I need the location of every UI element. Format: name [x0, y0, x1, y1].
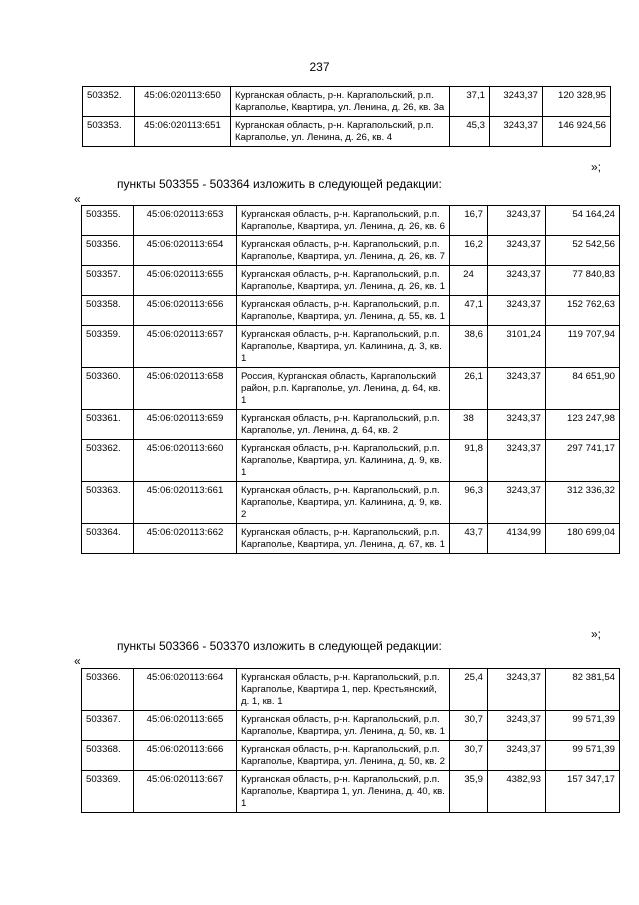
cadastral-value-cell: 54 164,24	[546, 206, 620, 236]
area-cell: 16,7	[450, 206, 488, 236]
price-cell: 3243,37	[488, 206, 546, 236]
address-cell: Курганская область, р-н. Каргапольский, р.п. Каргаполье, Квартира 1, пер. Крестьянский, д. 1, кв. 1	[237, 669, 450, 711]
address-cell: Курганская область, р-н. Каргапольский, р.п. Каргаполье, Квартира, ул. Ленина, д. 50, кв. 1	[237, 711, 450, 741]
price-cell: 4382,93	[488, 771, 546, 813]
cadastral-value-cell: 146 924,56	[543, 117, 611, 147]
area-cell: 30,7	[450, 741, 488, 771]
address-cell: Курганская область, р-н. Каргапольский, р.п. Каргаполье, Квартира, ул. Калинина, д. 9, кв. 1	[237, 440, 450, 482]
page-number: 237	[309, 60, 330, 74]
cadastral-value-cell: 52 542,56	[546, 236, 620, 266]
area-cell: 45,3	[450, 117, 490, 147]
cadastral-value-cell: 99 571,39	[546, 711, 620, 741]
cadastral-value-cell: 297 741,17	[546, 440, 620, 482]
cadastral-number: 45:06:020113:664	[134, 669, 237, 711]
address-cell: Курганская область, р-н. Каргапольский, р.п. Каргаполье, Квартира, ул. Ленина, д. 67, кв. 1	[237, 524, 450, 554]
closing-quote: »;	[590, 627, 601, 641]
row-number: 503360.	[82, 368, 134, 410]
cadastral-number: 45:06:020113:666	[134, 741, 237, 771]
address-cell: Курганская область, р-н. Каргапольский, р.п. Каргаполье, Квартира 1, ул. Ленина, д. 40, кв. 1	[237, 771, 450, 813]
table-row	[82, 410, 620, 440]
row-number: 503369.	[82, 771, 134, 813]
address-cell: Курганская область, р-н. Каргапольский, р.п. Каргаполье, ул. Ленина, д. 64, кв. 2	[237, 410, 450, 440]
row-number: 503353.	[83, 117, 135, 147]
table-row	[82, 711, 620, 741]
price-cell: 3243,37	[488, 741, 546, 771]
area-cell: 38	[450, 410, 488, 440]
cadastral-value-cell: 119 707,94	[546, 326, 620, 368]
address-cell: Курганская область, р-н. Каргапольский, р.п. Каргаполье, Квартира, ул. Ленина, д. 26, кв. 1	[237, 266, 450, 296]
cadastral-value-cell: 157 347,17	[546, 771, 620, 813]
address-cell: Курганская область, р-н. Каргапольский, р.п. Каргаполье, Квартира, ул. Калинина, д. 9, кв. 2	[237, 482, 450, 524]
price-cell: 3243,37	[488, 266, 546, 296]
instruction-text: пункты 503355 - 503364 изложить в следующей редакции:	[117, 177, 442, 191]
address-cell: Курганская область, р-н. Каргапольский, р.п. Каргаполье, Квартира, ул. Ленина, д. 55, кв. 1	[237, 296, 450, 326]
closing-quote: »;	[590, 160, 601, 174]
area-cell: 30,7	[450, 711, 488, 741]
cadastral-number: 45:06:020113:650	[135, 87, 231, 117]
row-number: 503363.	[82, 482, 134, 524]
address-cell: Курганская область, р-н. Каргапольский, р.п. Каргаполье, Квартира, ул. Ленина, д. 26, кв. 3а	[231, 87, 450, 117]
area-cell: 47,1	[450, 296, 488, 326]
cadastral-number: 45:06:020113:654	[134, 236, 237, 266]
area-cell: 38,6	[450, 326, 488, 368]
price-cell: 3243,37	[488, 368, 546, 410]
area-cell: 24	[450, 266, 488, 296]
cadastral-value-cell: 120 328,95	[543, 87, 611, 117]
table-row	[82, 741, 620, 771]
row-number: 503362.	[82, 440, 134, 482]
row-number: 503361.	[82, 410, 134, 440]
opening-quote: «	[74, 192, 81, 206]
table-row	[82, 440, 620, 482]
row-number: 503367.	[82, 711, 134, 741]
area-cell: 26,1	[450, 368, 488, 410]
table-row	[82, 296, 620, 326]
cadastral-number: 45:06:020113:659	[134, 410, 237, 440]
price-cell: 3243,37	[488, 482, 546, 524]
cadastral-number: 45:06:020113:655	[134, 266, 237, 296]
area-cell: 25,4	[450, 669, 488, 711]
cadastral-number: 45:06:020113:658	[134, 368, 237, 410]
table-row	[82, 669, 620, 711]
price-cell: 3243,37	[488, 410, 546, 440]
table-row	[82, 482, 620, 524]
address-cell: Курганская область, р-н. Каргапольский, р.п. Каргаполье, Квартира, ул. Ленина, д. 26, кв. 7	[237, 236, 450, 266]
address-cell: Курганская область, р-н. Каргапольский, р.п. Каргаполье, Квартира, ул. Ленина, д. 50, кв. 2	[237, 741, 450, 771]
cadastral-value-cell: 312 336,32	[546, 482, 620, 524]
row-number: 503357.	[82, 266, 134, 296]
cadastral-number: 45:06:020113:662	[134, 524, 237, 554]
row-number: 503359.	[82, 326, 134, 368]
table-row	[82, 524, 620, 554]
price-cell: 3243,37	[488, 296, 546, 326]
row-number: 503356.	[82, 236, 134, 266]
area-cell: 91,8	[450, 440, 488, 482]
price-cell: 3101,24	[488, 326, 546, 368]
address-cell: Россия, Курганская область, Каргапольский район, р.п. Каргаполье, ул. Ленина, д. 64, кв. 1	[237, 368, 450, 410]
price-cell: 3243,37	[490, 117, 543, 147]
row-number: 503368.	[82, 741, 134, 771]
area-cell: 16,2	[450, 236, 488, 266]
price-cell: 3243,37	[488, 440, 546, 482]
cadastral-number: 45:06:020113:660	[134, 440, 237, 482]
cadastral-number: 45:06:020113:656	[134, 296, 237, 326]
registry-table-1	[82, 86, 611, 147]
cadastral-number: 45:06:020113:667	[134, 771, 237, 813]
price-cell: 3243,37	[488, 711, 546, 741]
row-number: 503355.	[82, 206, 134, 236]
table-row	[82, 368, 620, 410]
address-cell: Курганская область, р-н. Каргапольский, р.п. Каргаполье, ул. Ленина, д. 26, кв. 4	[231, 117, 450, 147]
price-cell: 3243,37	[488, 669, 546, 711]
row-number: 503358.	[82, 296, 134, 326]
table-row	[82, 236, 620, 266]
row-number: 503366.	[82, 669, 134, 711]
table-row	[83, 87, 611, 117]
cadastral-number: 45:06:020113:657	[134, 326, 237, 368]
area-cell: 37,1	[450, 87, 490, 117]
opening-quote: «	[74, 654, 81, 668]
cadastral-value-cell: 99 571,39	[546, 741, 620, 771]
address-cell: Курганская область, р-н. Каргапольский, р.п. Каргаполье, Квартира, ул. Калинина, д. 3, кв. 1	[237, 326, 450, 368]
table-row	[83, 117, 611, 147]
area-cell: 96,3	[450, 482, 488, 524]
instruction-text: пункты 503366 - 503370 изложить в следующей редакции:	[117, 639, 442, 653]
cadastral-value-cell: 77 840,83	[546, 266, 620, 296]
registry-table-2	[81, 205, 620, 554]
table-row	[82, 326, 620, 368]
cadastral-value-cell: 152 762,63	[546, 296, 620, 326]
table-row	[82, 771, 620, 813]
price-cell: 3243,37	[490, 87, 543, 117]
row-number: 503352.	[83, 87, 135, 117]
address-cell: Курганская область, р-н. Каргапольский, р.п. Каргаполье, Квартира, ул. Ленина, д. 26, кв. 6	[237, 206, 450, 236]
table-row	[82, 266, 620, 296]
cadastral-value-cell: 84 651,90	[546, 368, 620, 410]
registry-table-3	[81, 668, 620, 813]
cadastral-number: 45:06:020113:665	[134, 711, 237, 741]
area-cell: 43,7	[450, 524, 488, 554]
area-cell: 35,9	[450, 771, 488, 813]
cadastral-value-cell: 180 699,04	[546, 524, 620, 554]
price-cell: 3243,37	[488, 236, 546, 266]
cadastral-value-cell: 123 247,98	[546, 410, 620, 440]
price-cell: 4134,99	[488, 524, 546, 554]
table-row	[82, 206, 620, 236]
cadastral-number: 45:06:020113:653	[134, 206, 237, 236]
cadastral-value-cell: 82 381,54	[546, 669, 620, 711]
cadastral-number: 45:06:020113:661	[134, 482, 237, 524]
row-number: 503364.	[82, 524, 134, 554]
cadastral-number: 45:06:020113:651	[135, 117, 231, 147]
